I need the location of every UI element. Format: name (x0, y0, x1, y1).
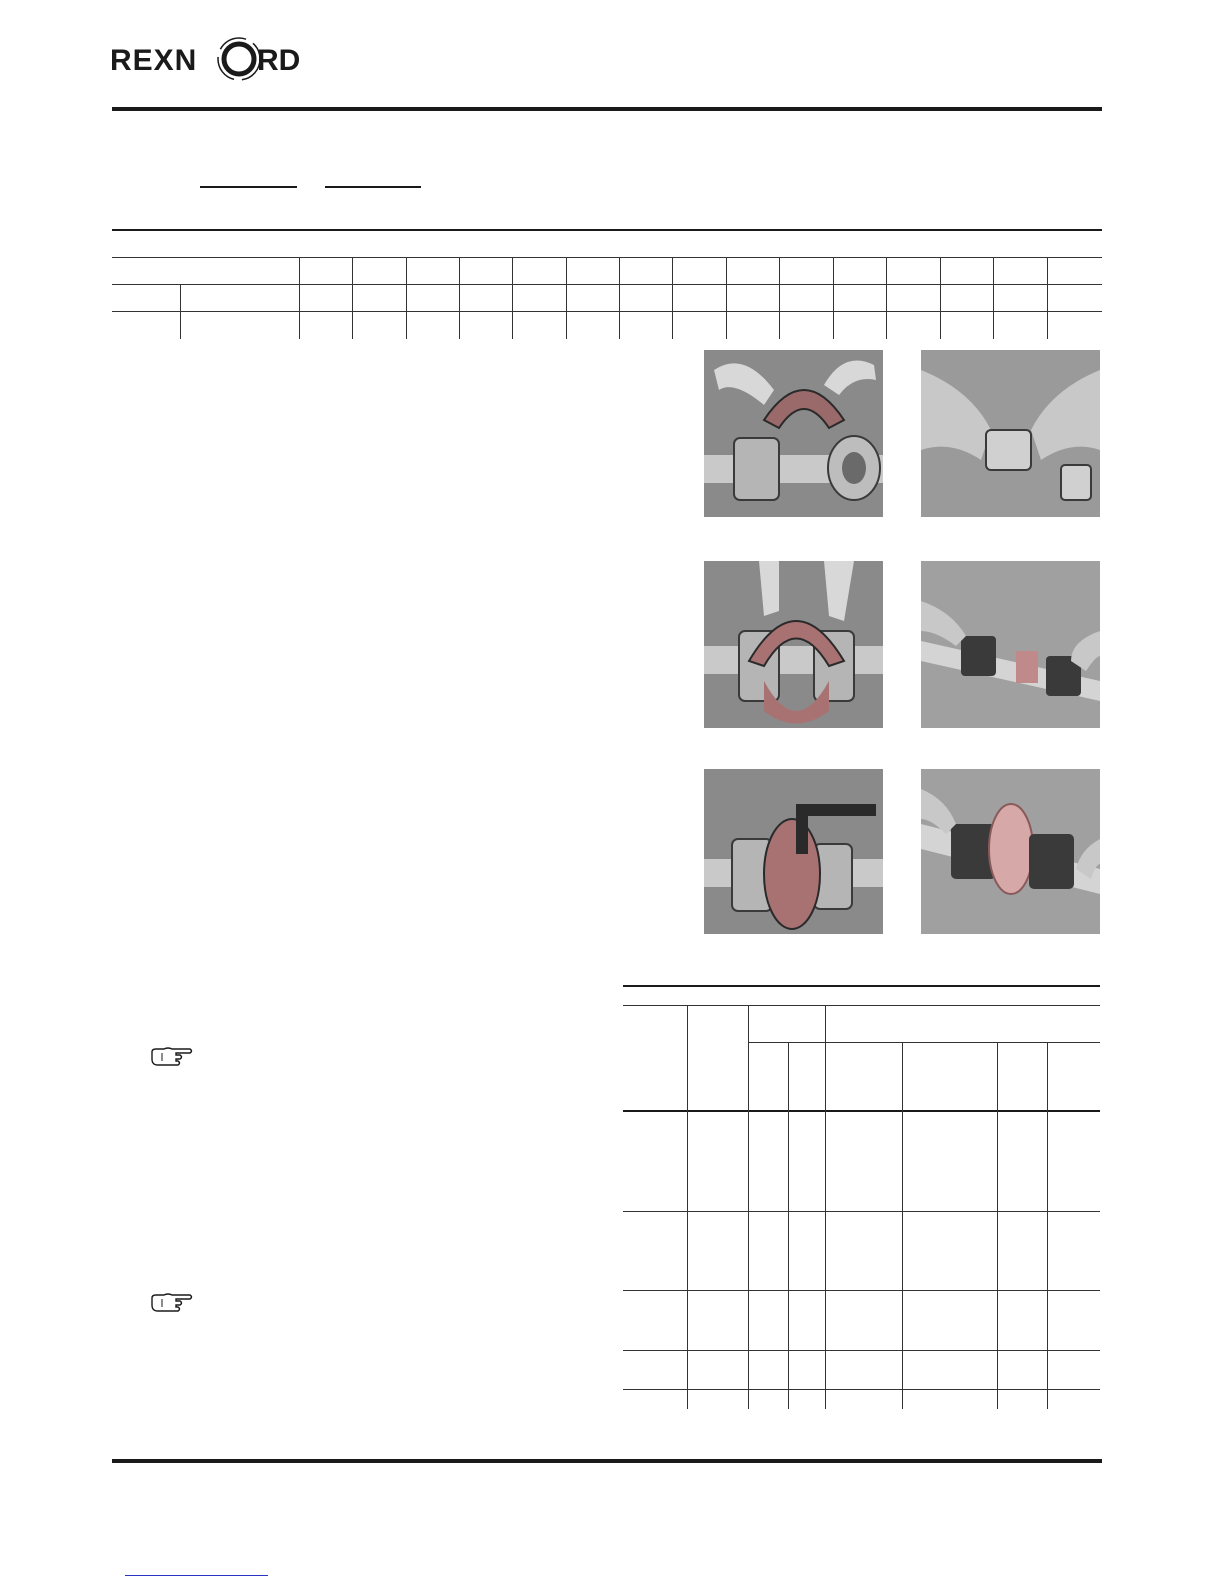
blank-field-2 (325, 186, 421, 188)
photo-assembled-coupling (921, 769, 1100, 934)
footer-link-underline[interactable] (125, 1575, 268, 1576)
photo-installing-element-half (704, 350, 883, 517)
blank-field-1 (200, 186, 297, 188)
svg-text:REXN: REXN (110, 44, 198, 77)
photo-wrapping-element (704, 561, 883, 728)
photo-hub-close-up (921, 350, 1100, 517)
photo-aligning-hubs (921, 561, 1100, 728)
photo-torque-wrench-bolts (704, 769, 883, 934)
footer-rule (112, 1459, 1102, 1463)
pointing-hand-icon (150, 1046, 194, 1068)
pointing-hand-icon (150, 1292, 194, 1314)
header-rule (112, 107, 1102, 111)
rexnord-logo (110, 30, 310, 84)
svg-text:RD: RD (257, 44, 301, 77)
